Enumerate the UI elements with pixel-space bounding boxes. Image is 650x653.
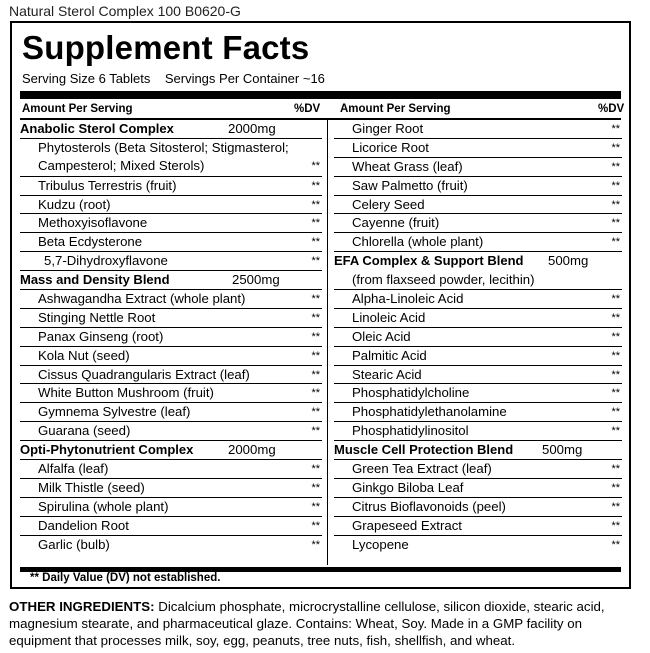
ingredient-name: Phosphatidylcholine	[352, 385, 470, 401]
dv-footnote: ** Daily Value (DV) not established.	[30, 572, 221, 584]
ingredient-row	[334, 139, 622, 158]
ingredient-dv: **	[611, 236, 620, 249]
col-amount-right: Amount Per Serving	[340, 103, 451, 115]
ingredient-name: Alpha-Linoleic Acid	[352, 291, 464, 307]
ingredient-dv: **	[311, 159, 320, 172]
col-amount-left: Amount Per Serving	[22, 103, 133, 115]
blend-amount: 500mg	[542, 442, 583, 458]
ingredient-dv: **	[311, 387, 320, 400]
ingredient-row	[334, 422, 622, 441]
ingredient-name: Kola Nut (seed)	[38, 347, 130, 363]
ingredient-dv: **	[311, 236, 320, 249]
blend-row	[20, 120, 322, 139]
ingredient-dv: **	[611, 500, 620, 513]
blend-note: (from flaxseed powder, lecithin)	[352, 272, 535, 288]
thick-rule-top	[20, 91, 621, 99]
other-ingredients-text: Dicalcium phosphate, microcrystalline cellulose, silicon dioxide, stearic acid, magnesium stearate, and pharmaceutical glaze. Contains: Wheat, Soy. Made in a GMP facility on equipment that processes milk, soy, egg, peanuts, tree nuts, fish, shellfish, and wheat.	[9, 599, 605, 648]
ingredient-dv: **	[611, 141, 620, 154]
ingredient-row	[20, 347, 322, 366]
ingredient-dv: **	[611, 217, 620, 230]
ingredient-row	[20, 422, 322, 441]
ingredient-name: Cissus Quadrangularis Extract (leaf)	[38, 366, 250, 382]
ingredient-dv: **	[611, 425, 620, 438]
ingredient-dv: **	[311, 425, 320, 438]
ingredient-row	[20, 479, 322, 498]
ingredient-dv: **	[611, 538, 620, 551]
ingredient-dv: **	[311, 463, 320, 476]
col-dv-right: %DV	[598, 103, 625, 115]
ingredient-dv: **	[611, 463, 620, 476]
blend-row	[20, 271, 322, 290]
ingredient-row	[20, 196, 322, 215]
ingredient-row	[334, 233, 622, 252]
ingredient-name: Dandelion Root	[38, 517, 129, 533]
ingredient-row	[334, 158, 622, 177]
blend-amount: 2500mg	[232, 272, 280, 288]
ingredient-name: Methoxyisoflavone	[38, 215, 148, 231]
ingredient-name: Lycopene	[352, 536, 409, 552]
ingredient-row	[334, 479, 622, 498]
col-dv-left: %DV	[294, 103, 321, 115]
ingredient-dv: **	[311, 198, 320, 211]
ingredient-name: Tribulus Terrestris (fruit)	[38, 177, 177, 193]
ingredient-dv: **	[611, 330, 620, 343]
ingredient-row	[334, 290, 622, 309]
supplement-facts-panel	[10, 21, 631, 589]
ingredient-name: Ginger Root	[352, 121, 424, 136]
ingredient-name: White Button Mushroom (fruit)	[38, 385, 214, 401]
ingredient-dv: **	[611, 160, 620, 173]
ingredient-dv: **	[311, 368, 320, 381]
ingredient-dv: **	[611, 387, 620, 400]
blend-amount: 2000mg	[228, 121, 276, 136]
ingredient-row	[334, 366, 622, 385]
ingredient-row	[334, 536, 622, 555]
ingredient-name: Spirulina (whole plant)	[38, 498, 169, 514]
ingredient-name: Licorice Root	[352, 139, 429, 155]
ingredient-row	[20, 498, 322, 517]
ingredient-row	[20, 403, 322, 422]
ingredient-name: Celery Seed	[352, 196, 425, 212]
ingredient-name: Ashwagandha Extract (whole plant)	[38, 291, 246, 307]
ingredient-name: Chlorella (whole plant)	[352, 234, 484, 250]
ingredient-name: Milk Thistle (seed)	[38, 479, 145, 495]
ingredient-row	[334, 347, 622, 366]
ingredient-name: 5,7-Dihydroxyflavone	[44, 253, 168, 269]
ingredient-name: Grapeseed Extract	[352, 517, 462, 533]
ingredient-dv: **	[611, 311, 620, 324]
ingredient-name: Stearic Acid	[352, 366, 422, 382]
ingredient-row	[20, 252, 322, 271]
ingredient-dv: **	[311, 217, 320, 230]
blend-name: Opti-Phytonutrient Complex	[20, 442, 194, 458]
ingredient-dv: **	[311, 519, 320, 532]
ingredient-name: Citrus Bioflavonoids (peel)	[352, 498, 506, 514]
ingredient-dv: **	[311, 500, 320, 513]
ingredient-row	[20, 517, 322, 536]
blend-name: Mass and Density Blend	[20, 272, 170, 288]
ingredient-dv: **	[311, 311, 320, 324]
ingredient-name: Cayenne (fruit)	[352, 215, 440, 231]
blend-name: EFA Complex & Support Blend	[334, 253, 524, 269]
ingredient-dv: **	[311, 481, 320, 494]
other-ingredients-label: OTHER INGREDIENTS:	[9, 599, 155, 614]
blend-name: Muscle Cell Protection Blend	[334, 442, 514, 458]
ingredient-name: Green Tea Extract (leaf)	[352, 461, 492, 477]
ingredient-name: Palmitic Acid	[352, 347, 427, 363]
ingredient-dv: **	[311, 538, 320, 551]
ingredient-dv: **	[311, 255, 320, 268]
ingredient-row	[20, 536, 322, 555]
blend-name: Anabolic Sterol Complex	[20, 121, 174, 136]
left-column	[20, 120, 322, 555]
ingredient-row	[20, 177, 322, 196]
ingredient-dv: **	[611, 481, 620, 494]
blend-row	[20, 441, 322, 460]
ingredient-row	[334, 498, 622, 517]
ingredient-name: Phosphatidylinositol	[352, 423, 469, 439]
panel-heading: Supplement Facts	[22, 29, 310, 66]
ingredient-name: Phosphatidylethanolamine	[352, 404, 507, 420]
ingredient-name: Beta Ecdysterone	[38, 234, 143, 250]
other-ingredients	[9, 598, 641, 649]
ingredient-row	[334, 177, 622, 196]
ingredient-dv: **	[311, 293, 320, 306]
blend-note-row	[334, 271, 622, 290]
ingredient-name: Saw Palmetto (fruit)	[352, 177, 468, 193]
ingredient-name: Ginkgo Biloba Leaf	[352, 479, 464, 495]
ingredient-row	[20, 214, 322, 233]
ingredient-row	[20, 460, 322, 479]
ingredient-name: Oleic Acid	[352, 328, 411, 344]
ingredient-row	[20, 309, 322, 328]
ingredient-row	[20, 328, 322, 347]
right-column	[334, 120, 622, 554]
blend-row	[334, 252, 622, 271]
ingredient-row	[20, 384, 322, 403]
ingredient-row	[334, 196, 622, 215]
ingredient-name: Stinging Nettle Root	[38, 309, 156, 325]
ingredient-name: Linoleic Acid	[352, 309, 426, 325]
ingredient-name: Garlic (bulb)	[38, 536, 110, 552]
ingredient-dv: **	[311, 349, 320, 362]
serving-info: Serving Size 6 Tablets Servings Per Container ~16	[22, 71, 325, 86]
ingredient-row	[334, 460, 622, 479]
ingredient-row	[20, 290, 322, 309]
ingredient-row	[20, 233, 322, 252]
ingredient-dv: **	[611, 519, 620, 532]
ingredient-dv: **	[611, 123, 620, 135]
ingredient-dv: **	[611, 349, 620, 362]
ingredient-dv: **	[611, 179, 620, 192]
ingredient-dv: **	[311, 179, 320, 192]
ingredient-name: Panax Ginseng (root)	[38, 328, 164, 344]
ingredient-name: Gymnema Sylvestre (leaf)	[38, 404, 191, 420]
ingredient-row	[20, 366, 322, 385]
ingredient-dv: **	[611, 368, 620, 381]
ingredient-dv: **	[311, 406, 320, 419]
blend-amount: 500mg	[548, 253, 589, 269]
ingredient-row	[334, 309, 622, 328]
ingredient-dv: **	[311, 330, 320, 343]
column-divider	[327, 120, 328, 565]
ingredient-name: Kudzu (root)	[38, 196, 111, 212]
ingredient-name: Alfalfa (leaf)	[38, 461, 109, 477]
ingredient-name: Guarana (seed)	[38, 423, 131, 439]
ingredient-row	[334, 328, 622, 347]
ingredient-row	[334, 403, 622, 422]
ingredient-row	[334, 120, 622, 139]
ingredient-row	[334, 384, 622, 403]
document-title: Natural Sterol Complex 100 B0620-G	[9, 3, 241, 19]
ingredient-row	[20, 139, 322, 177]
ingredient-row	[334, 517, 622, 536]
ingredient-name: Phytosterols (Beta Sitosterol; Stigmasterol; Campesterol; Mixed Sterols)	[38, 139, 289, 173]
blend-row	[334, 441, 622, 460]
ingredient-dv: **	[611, 293, 620, 306]
ingredient-dv: **	[611, 406, 620, 419]
blend-amount: 2000mg	[228, 442, 276, 458]
ingredient-name: Wheat Grass (leaf)	[352, 158, 463, 174]
ingredient-dv: **	[611, 198, 620, 211]
ingredient-row	[334, 214, 622, 233]
